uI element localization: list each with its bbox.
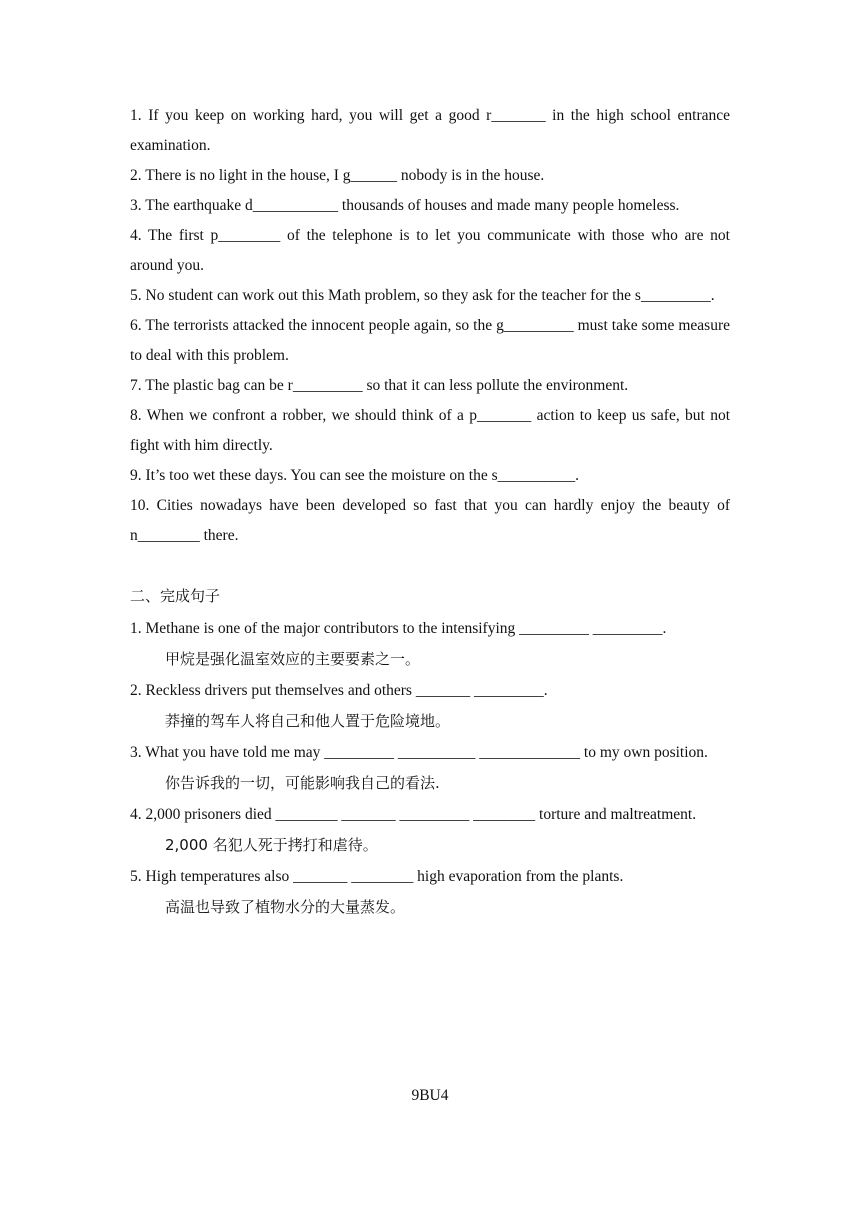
- exercise-item-10: 10. Cities nowadays have been developed so fast that you can hardly enjoy the beauty of n________ there.: [130, 497, 730, 544]
- sentence-item-5: 5. High temperatures also _______ ________ high evaporation from the plants.: [130, 868, 624, 885]
- sentence-item-2: 2. Reckless drivers put themselves and others _______ _________.: [130, 682, 548, 699]
- sentence-translation-2: 莽撞的驾车人将自己和他人置于危险境地。: [165, 712, 451, 730]
- sentence-translation-3: 你告诉我的一切，可能影响我自己的看法.: [165, 774, 440, 792]
- exercise-item-3: 3. The earthquake d___________ thousands of houses and made many people homeless.: [130, 197, 680, 214]
- section-title: 二、完成句子: [130, 587, 221, 605]
- sentence-item-3: 3. What you have told me may _________ __________ _____________ to my own position.: [130, 744, 708, 761]
- document-body: [130, 101, 730, 923]
- exercise-item-1: 1. If you keep on working hard, you will get a good r_______ in the high school entrance examination.: [130, 107, 730, 154]
- exercise-item-7: 7. The plastic bag can be r_________ so that it can less pollute the environment.: [130, 377, 629, 394]
- sentence-translation-1: 甲烷是强化温室效应的主要要素之一。: [165, 650, 421, 668]
- page-footer-label: 9BU4: [411, 1087, 449, 1104]
- sentence-translation-5: 高温也导致了植物水分的大量蒸发。: [165, 898, 406, 916]
- vocabulary-exercise: [130, 101, 730, 551]
- sentence-completion-section: [130, 581, 730, 923]
- exercise-item-4: 4. The first p________ of the telephone is to let you communicate with those who are not around you.: [130, 227, 730, 274]
- sentence-item-1: 1. Methane is one of the major contributors to the intensifying _________ _________.: [130, 620, 667, 637]
- exercise-item-9: 9. It’s too wet these days. You can see the moisture on the s__________.: [130, 467, 580, 484]
- exercise-item-2: 2. There is no light in the house, I g______ nobody is in the house.: [130, 167, 545, 184]
- exercise-item-8: 8. When we confront a robber, we should think of a p_______ action to keep us safe, but not fight with him directly.: [130, 407, 730, 454]
- section-spacer: [130, 551, 730, 581]
- exercise-item-5: 5. No student can work out this Math problem, so they ask for the teacher for the s_________.: [130, 287, 715, 304]
- sentence-item-4: 4. 2,000 prisoners died ________ _______ _________ ________ torture and maltreatment.: [130, 806, 697, 823]
- sentence-translation-4: 2,000 名犯人死于拷打和虐待。: [165, 836, 378, 854]
- exercise-item-6: 6. The terrorists attacked the innocent people again, so the g_________ must take some measure to deal with this problem.: [130, 317, 730, 364]
